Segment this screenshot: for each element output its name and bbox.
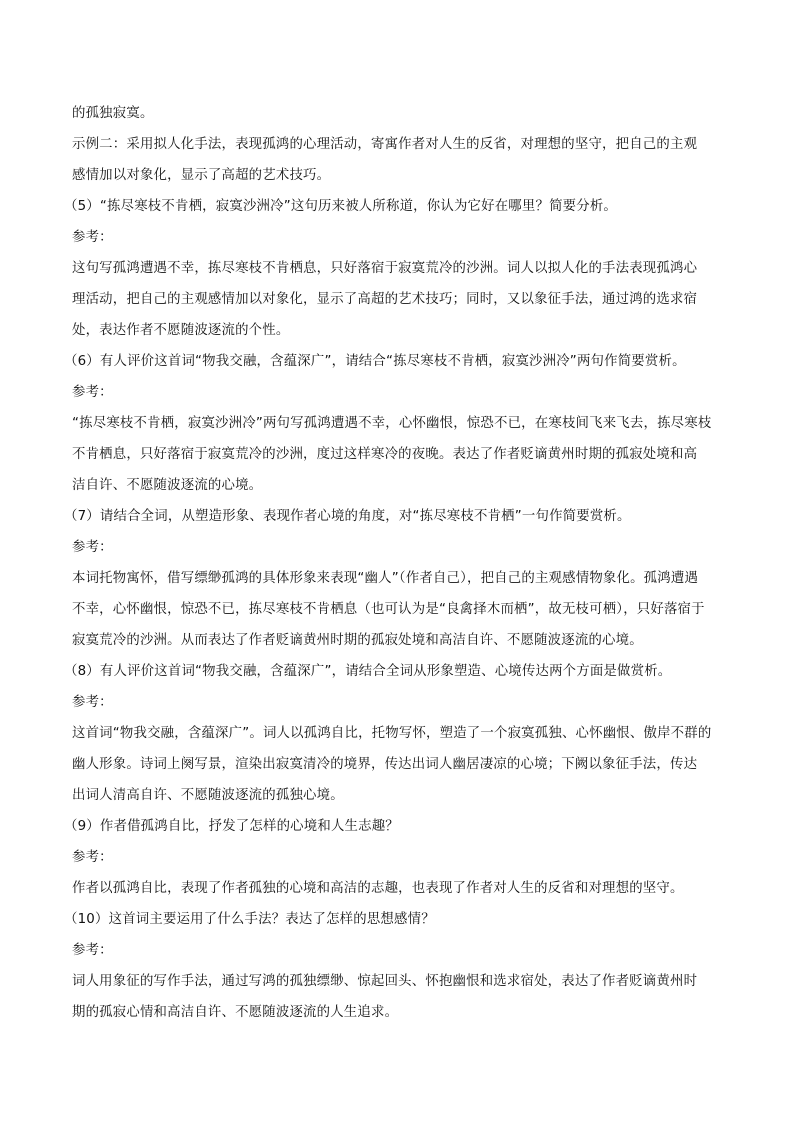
text-line: 这首词“物我交融，含蕴深广”。词人以孤鸿自比，托物写怀，塑造了一个寂寞孤独、心怀幽恨、傲岸不群的 [72, 726, 712, 741]
text-line: 期的孤寂心情和高洁自许、不愿随波逐流的人生追求。 [72, 1005, 399, 1020]
text-line: 洁自许、不愿随波逐流的心境。 [72, 478, 263, 493]
reference-label: 参考： [72, 943, 113, 958]
text-line: 作者以孤鸿自比，表现了作者孤独的心境和高洁的志趣，也表现了作者对人生的反省和对理想的坚守。 [72, 881, 684, 896]
text-line: 幽人形象。诗词上阕写景，渲染出寂寞清冷的境界，传达出词人幽居凄凉的心境；下阙以象征手法，传达 [72, 757, 698, 772]
reference-label: 参考： [72, 850, 113, 865]
reference-label: 参考： [72, 230, 113, 245]
reference-label: 参考： [72, 695, 113, 710]
text-line: “拣尽寒枝不肯栖，寂寞沙洲冷”两句写孤鸿遭遇不幸，心怀幽恨，惊恐不已，在寒枝间飞来飞去，拣尽寒枝 [72, 416, 712, 431]
text-line: 寂寞荒冷的沙洲。从而表达了作者贬谪黄州时期的孤寂处境和高洁自许、不愿随波逐流的心境。 [72, 633, 643, 648]
text-line: 理活动，把自己的主观感情加以对象化，显示了高超的艺术技巧；同时，又以象征手法，通过鸿的选求宿 [72, 292, 698, 307]
question-line: （5）“拣尽寒枝不肯栖，寂寞沙洲冷”这句历来被人所称道，你认为它好在哪里？简要分析。 [64, 199, 618, 214]
text-line: 这句写孤鸿遭遇不幸，拣尽寒枝不肯栖息，只好落宿于寂寞荒冷的沙洲。词人以拟人化的手法表现孤鸿心 [72, 261, 698, 276]
text-line: 词人用象征的写作手法，通过写鸿的孤独缥缈、惊起回头、怀抱幽恨和选求宿处，表达了作者贬谪黄州时 [72, 974, 698, 989]
text-line: 不幸，心怀幽恨，惊恐不已，拣尽寒枝不肯栖息（也可认为是“良禽择木而栖”，故无枝可栖），只好落宿于 [72, 602, 705, 617]
text-line: 出词人清高自许、不愿随波逐流的孤独心境。 [72, 788, 344, 803]
question-line: （7）请结合全词，从塑造形象、表现作者心境的角度，对“拣尽寒枝不肯栖”一句作简要赏析。 [64, 509, 631, 524]
reference-label: 参考： [72, 385, 113, 400]
text-line: 不肯栖息，只好落宿于寂寞荒冷的沙洲，度过这样寒冷的夜晚。表达了作者贬谪黄州时期的孤寂处境和高 [72, 447, 698, 462]
question-line: （6）有人评价这首词“物我交融，含蕴深广”，请结合“拣尽寒枝不肯栖，寂寞沙洲冷”两句作简要赏析。 [64, 354, 686, 369]
text-line: 感情加以对象化，显示了高超的艺术技巧。 [72, 168, 331, 183]
text-line: 处，表达作者不愿随波逐流的个性。 [72, 323, 290, 338]
question-line: （10）这首词主要运用了什么手法？表达了怎样的思想感情？ [64, 912, 435, 927]
reference-label: 参考： [72, 540, 113, 555]
text-line: 本词托物寓怀，借写缥缈孤鸿的具体形象来表现“幽人”（作者自己），把自己的主观感情物象化。孤鸿遭遇 [72, 571, 699, 586]
text-line: 的孤独寂寞。 [72, 106, 154, 121]
text-line: 示例二：采用拟人化手法，表现孤鸿的心理活动，寄寓作者对人生的反省，对理想的坚守，把自己的主观 [72, 137, 698, 152]
question-line: （9）作者借孤鸿自比，抒发了怎样的心境和人生志趣？ [64, 819, 399, 834]
question-line: （8）有人评价这首词“物我交融，含蕴深广”，请结合全词从形象塑造、心境传达两个方面是做赏析。 [64, 664, 672, 679]
